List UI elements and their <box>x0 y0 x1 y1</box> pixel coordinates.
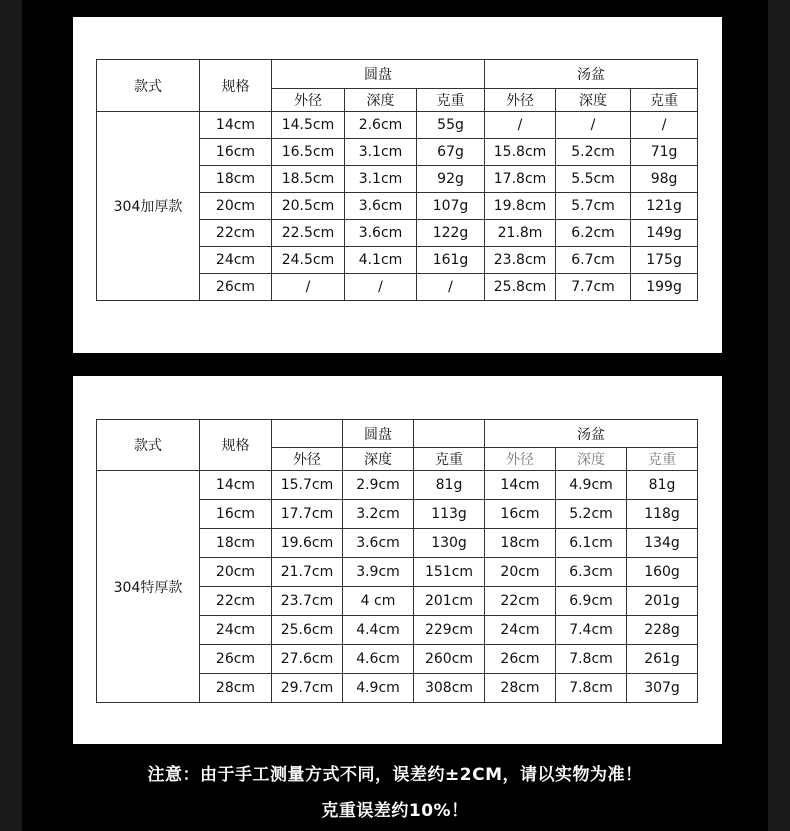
header-plate: 圆盘 <box>272 60 485 89</box>
header-bowl-depth: 深度 <box>556 448 627 471</box>
table-cell: 3.6cm <box>343 529 414 558</box>
table-cell: 260cm <box>414 645 485 674</box>
table-cell: 3.1cm <box>345 139 417 166</box>
table-cell: 160g <box>627 558 698 587</box>
table-cell: 26cm <box>200 645 272 674</box>
table-cell: 71g <box>631 139 698 166</box>
table-cell: 22cm <box>200 220 272 247</box>
table-cell: 5.7cm <box>556 193 631 220</box>
table-cell: 2.9cm <box>343 471 414 500</box>
table-cell: 23.7cm <box>272 587 343 616</box>
table-cell: 5.2cm <box>556 500 627 529</box>
style-cell: 304特厚款 <box>97 471 200 703</box>
table-cell: 7.7cm <box>556 274 631 301</box>
table-cell: 24cm <box>200 616 272 645</box>
table-cell: 14cm <box>200 112 272 139</box>
table-cell: 14cm <box>200 471 272 500</box>
table-cell: 228g <box>627 616 698 645</box>
table-cell: 26cm <box>485 645 556 674</box>
table-cell: 107g <box>417 193 485 220</box>
table-cell: 308cm <box>414 674 485 703</box>
table-cell: 4 cm <box>343 587 414 616</box>
size-panel-thick <box>73 17 722 353</box>
table-cell: 18cm <box>200 529 272 558</box>
header-bowl: 汤盆 <box>485 60 698 89</box>
header-bowl-depth: 深度 <box>556 89 631 112</box>
size-table-thick <box>96 59 698 301</box>
table-cell: 25.8cm <box>485 274 556 301</box>
table-cell: 307g <box>627 674 698 703</box>
table-cell: 6.2cm <box>556 220 631 247</box>
right-dark-strip <box>768 0 790 831</box>
table-cell: 14.5cm <box>272 112 345 139</box>
header-plate-outer: 外径 <box>272 448 343 471</box>
table-cell: 24cm <box>485 616 556 645</box>
size-panel-extra-thick <box>73 376 722 744</box>
table-cell: 3.9cm <box>343 558 414 587</box>
header-bowl-weight: 克重 <box>631 89 698 112</box>
table-cell: 25.6cm <box>272 616 343 645</box>
table-cell: 122g <box>417 220 485 247</box>
table-cell: 16cm <box>200 500 272 529</box>
header-style: 款式 <box>97 420 200 471</box>
header-plate: 圆盘 <box>343 420 414 448</box>
table-cell: 19.8cm <box>485 193 556 220</box>
header-bowl-outer: 外径 <box>485 89 556 112</box>
table-cell: 28cm <box>485 674 556 703</box>
table-cell: / <box>631 112 698 139</box>
table-cell: 21.8m <box>485 220 556 247</box>
table-cell: 24cm <box>200 247 272 274</box>
table-cell: 201g <box>627 587 698 616</box>
header-empty <box>414 420 485 448</box>
table-cell: 175g <box>631 247 698 274</box>
table-cell: 29.7cm <box>272 674 343 703</box>
table-row <box>97 112 698 139</box>
header-spec: 规格 <box>200 60 272 112</box>
table-cell: 4.6cm <box>343 645 414 674</box>
table-cell: 7.8cm <box>556 674 627 703</box>
weight-note: 克重误差约10%！ <box>321 801 469 821</box>
table-cell: 98g <box>631 166 698 193</box>
header-spec: 规格 <box>200 420 272 471</box>
table-cell: 20cm <box>200 193 272 220</box>
table-cell: 15.8cm <box>485 139 556 166</box>
table-cell: 7.4cm <box>556 616 627 645</box>
table-cell: 28cm <box>200 674 272 703</box>
table-cell: 18.5cm <box>272 166 345 193</box>
table-cell: 27.6cm <box>272 645 343 674</box>
table-cell: 67g <box>417 139 485 166</box>
table-cell: 26cm <box>200 274 272 301</box>
table-cell: 18cm <box>485 529 556 558</box>
table-cell: / <box>272 274 345 301</box>
measurement-note: 注意：由于手工测量方式不同，误差约±2CM，请以实物为准！ <box>147 765 643 785</box>
table-cell: 6.1cm <box>556 529 627 558</box>
table-cell: / <box>485 112 556 139</box>
header-plate-depth: 深度 <box>345 89 417 112</box>
table-cell: 3.6cm <box>345 220 417 247</box>
table-cell: 24.5cm <box>272 247 345 274</box>
table-cell: 3.6cm <box>345 193 417 220</box>
table-cell: 81g <box>414 471 485 500</box>
table-cell: 2.6cm <box>345 112 417 139</box>
table-cell: 16cm <box>485 500 556 529</box>
table-cell: 261g <box>627 645 698 674</box>
table-cell: 149g <box>631 220 698 247</box>
table-cell: 118g <box>627 500 698 529</box>
table-cell: 5.2cm <box>556 139 631 166</box>
header-bowl-weight: 克重 <box>627 448 698 471</box>
table-cell: 201cm <box>414 587 485 616</box>
table-cell: 20.5cm <box>272 193 345 220</box>
table-cell: 22cm <box>485 587 556 616</box>
table-cell: / <box>417 274 485 301</box>
table-cell: 6.3cm <box>556 558 627 587</box>
table-cell: 6.9cm <box>556 587 627 616</box>
table-cell: 3.2cm <box>343 500 414 529</box>
header-plate-depth: 深度 <box>343 448 414 471</box>
header-plate-outer: 外径 <box>272 89 345 112</box>
header-bowl-outer: 外径 <box>485 448 556 471</box>
table-cell: 16.5cm <box>272 139 345 166</box>
table-cell: 4.9cm <box>556 471 627 500</box>
table-cell: 4.1cm <box>345 247 417 274</box>
table-cell: 55g <box>417 112 485 139</box>
left-dark-strip <box>0 0 22 831</box>
size-table-extra-thick <box>96 419 698 703</box>
table-cell: 7.8cm <box>556 645 627 674</box>
table-cell: 22.5cm <box>272 220 345 247</box>
table-cell: 16cm <box>200 139 272 166</box>
header-empty <box>272 420 343 448</box>
table-cell: 229cm <box>414 616 485 645</box>
table-cell: 19.6cm <box>272 529 343 558</box>
table-cell: 4.4cm <box>343 616 414 645</box>
table-cell: 4.9cm <box>343 674 414 703</box>
table-cell: 113g <box>414 500 485 529</box>
table-cell: 161g <box>417 247 485 274</box>
table-cell: 199g <box>631 274 698 301</box>
header-plate-weight: 克重 <box>417 89 485 112</box>
table-cell: 134g <box>627 529 698 558</box>
table-cell: 92g <box>417 166 485 193</box>
table-row <box>97 471 698 500</box>
header-style: 款式 <box>97 60 200 112</box>
table-cell: 21.7cm <box>272 558 343 587</box>
table-cell: / <box>556 112 631 139</box>
table-cell: 15.7cm <box>272 471 343 500</box>
table-cell: 17.8cm <box>485 166 556 193</box>
table-cell: 22cm <box>200 587 272 616</box>
style-cell: 304加厚款 <box>97 112 200 301</box>
table-cell: 81g <box>627 471 698 500</box>
table-cell: 20cm <box>200 558 272 587</box>
table-cell: / <box>345 274 417 301</box>
table-cell: 18cm <box>200 166 272 193</box>
table-cell: 14cm <box>485 471 556 500</box>
table-cell: 121g <box>631 193 698 220</box>
header-plate-weight: 克重 <box>414 448 485 471</box>
table-cell: 151cm <box>414 558 485 587</box>
table-cell: 3.1cm <box>345 166 417 193</box>
table-cell: 23.8cm <box>485 247 556 274</box>
table-cell: 6.7cm <box>556 247 631 274</box>
table-cell: 130g <box>414 529 485 558</box>
table-cell: 17.7cm <box>272 500 343 529</box>
header-bowl: 汤盆 <box>485 420 698 448</box>
table-cell: 20cm <box>485 558 556 587</box>
table-cell: 5.5cm <box>556 166 631 193</box>
